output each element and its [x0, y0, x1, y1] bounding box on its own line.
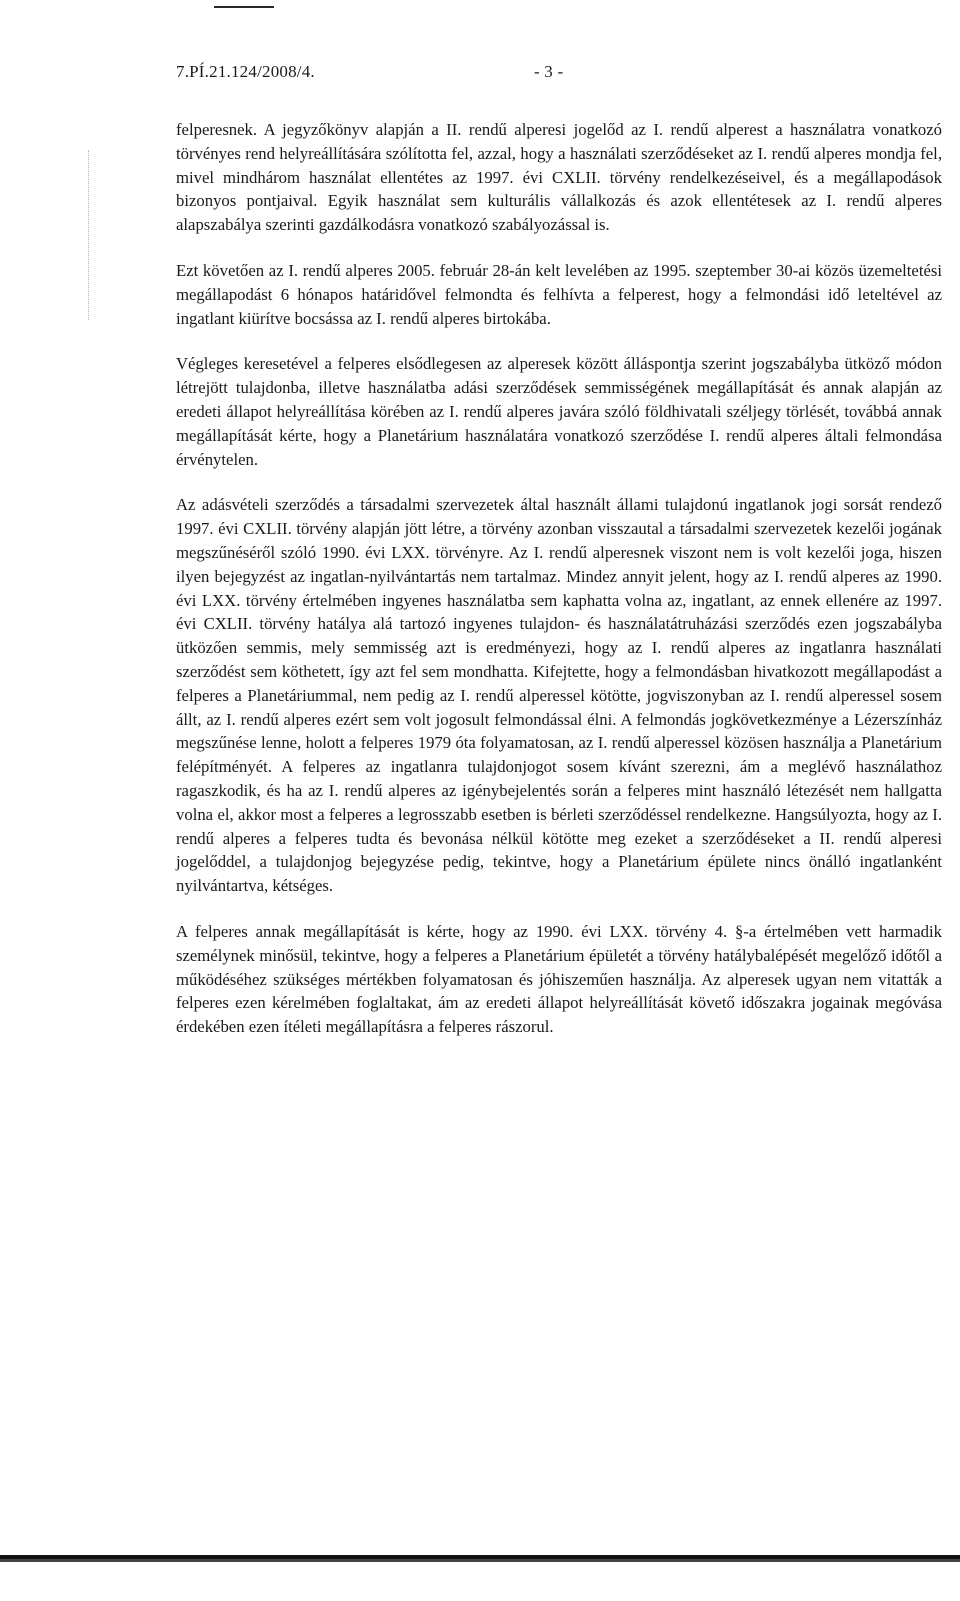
paragraph-2: Ezt követően az I. rendű alperes 2005. február 28-án kelt levelében az 1995. szeptember 30-ai közös üzemeltetési megállapodást 6 hónapos határidővel felmondta és felhívta a felperest, hogy a felmondási idő leteltével az ingatlant kiürítve bocsássa az I. rendű alperes birtokába. [176, 260, 942, 328]
top-scan-mark [214, 6, 274, 8]
paragraph-3: Végleges keresetével a felperes elsődlegesen az alperesek között álláspontja szerint jogszabályba ütköző módon létrejött tulajdonba, illetve használatba adási szerződések semmisségének megállapítását és annak alapján az eredeti állapot helyreállítása körében az I. rendű alperes javára szóló földhivatali széljegy törlését, továbbá annak megállapítását kérte, hogy a Planetárium használatára vonatkozó szerződése I. rendű alperes általi felmondása érvénytelen. [176, 354, 942, 469]
page-number: - 3 - [534, 62, 564, 81]
paragraph-4: Az adásvételi szerződés a társadalmi szervezetek által használt állami tulajdonú ingatlanok jogi sorsát rendező 1997. évi CXLII. törvény alapján jött létre, a törvény azonban visszautal a társadalmi szervezetek kezelői jogának megszűnéséről szóló 1990. évi LXX. törvényre. Az I. rendű alperesnek viszont nem is volt kezelői joga, hiszen ilyen bejegyzést az ingatlan-nyilvántartás nem tartalmaz. Mindez annyit jelent, hogy az I. rendű alperes az 1990. évi LXX. törvény értelmében ingyenes használatba sem kaphatta volna az, ingatlant, az ennek ellenére az 1997. évi CXLII. törvény hatálya alá tartozó ingyenes tulajdon- és használatátruházási szerződés ezen jogszabályba ütközően semmis, mely semmisség azt is eredményezi, hogy az I. rendű alperes az ingatlanra használati szerződést sem köthetett, így azt fel sem mondhatta. Kifejtette, hogy a felmondásban hivatkozott megállapodást a felperes a Planetáriummal, nem pedig az I. rendű alperessel kötötte, jogviszonyban az I. rendű alperessel sosem állt, az I. rendű alperes ezért sem volt jogosult felmondással élni. A felmondás jogkövetkezménye a Lézerszínház megszűnése lenne, holott a felperes 1979 óta folyamatosan, az I. rendű alperessel közösen használja a Planetárium felépítményét. A felperes az ingatlanra tulajdonjogot sosem kívánt szerezni, ám a meglévő használathoz ragaszkodik, és ha az I. rendű alperes az igénybejelentés során a felperes mint használó létezését nem hallgatta volna el, akkor most a felperes a legrosszabb esetben is bérleti szerződéssel rendelkezne. Hangsúlyozta, hogy az I. rendű alperes a felperes tudta és bevonása nélkül kötötte meg ezeket a szerződéseket a II. rendű alperesi jogelőddel, a tulajdonjog bejegyzése pedig, tekintve, hogy a Planetárium épülete nincs önálló ingatlanként nyilvántartva, kétséges. [176, 495, 942, 896]
margin-scan-marks [88, 150, 93, 320]
document-body [176, 118, 942, 1061]
case-reference: 7.PÍ.21.124/2008/4. [176, 62, 315, 81]
paragraph-5: A felperes annak megállapítását is kérte, hogy az 1990. évi LXX. törvény 4. §-a értelmében vett harmadik személynek minősül, tekintve, hogy a felperes a Planetárium épületét a törvény hatálybalépését megelőző időtől a működéséhez szükséges mértékben folyamatosan és jóhiszeműen használja. Az alperesek ugyan nem vitatták a felperes ezen kérelmében foglaltakat, ám az eredeti állapot helyreállítását követő időszakra jogainak megóvása érdekében ezen ítéleti megállapításra a felperes rászorul. [176, 921, 942, 1037]
bottom-scan-border [0, 1555, 960, 1562]
paragraph-1: felperesnek. A jegyzőkönyv alapján a II. rendű alperesi jogelőd az I. rendű alperest a használatra vonatkozó törvényes rend helyreállítására szólította fel, azzal, hogy a használati szerződéseket az I. rendű alperes mondja fel, mivel mindhárom használat ellentétes az 1997. évi CXLII. törvény rendelkezéseivel, és a megállapodások bizonyos pontjaival. Egyik használat sem kulturális vállalkozás és azok ellentétesek az I. rendű alperes alapszabálya szerinti gazdálkodásra vonatkozó szabályozással is. [176, 120, 942, 235]
